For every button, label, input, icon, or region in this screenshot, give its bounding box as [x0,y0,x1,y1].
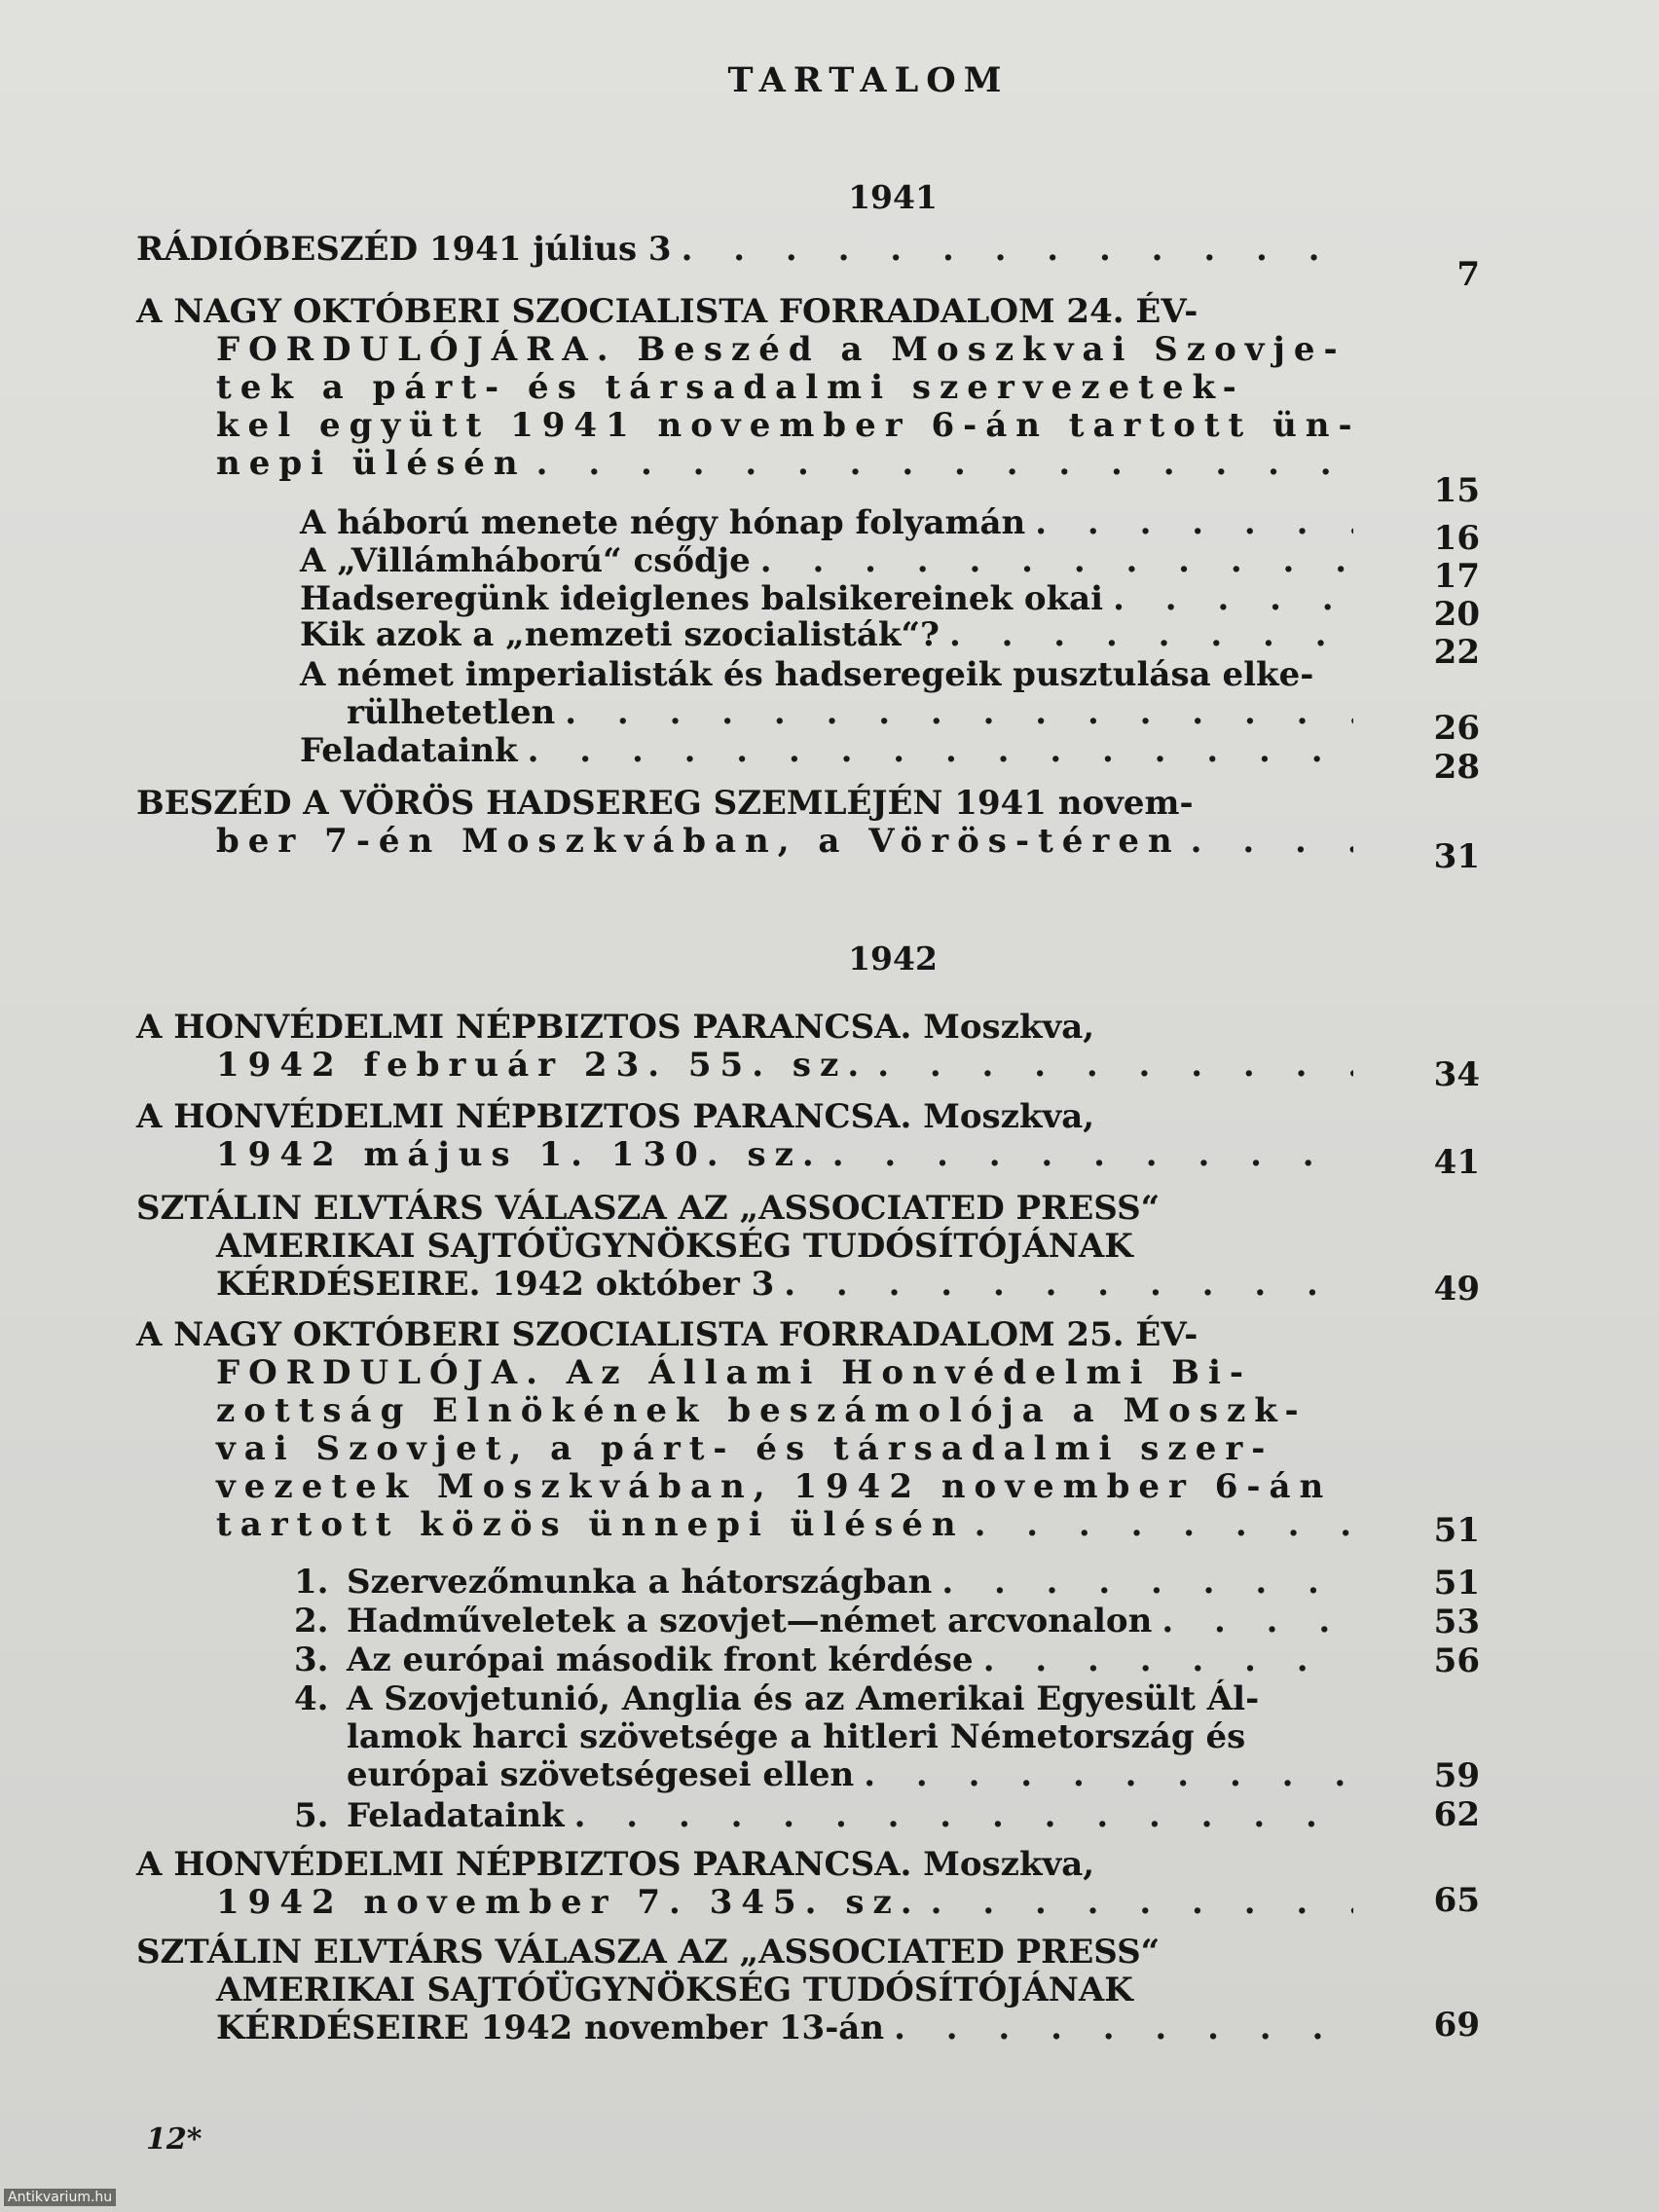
entry-line [136,1190,1363,1228]
year-heading-1941: 1941 [848,178,938,216]
toc-subentry [300,504,1363,542]
page-number: 26 [1433,709,1480,748]
toc-subentry [294,1564,1357,1602]
sub-line [300,656,1363,694]
page-number: 17 [1433,557,1480,596]
page-number: 69 [1433,2006,1480,2045]
entry-line [136,1846,1363,1884]
entry-line [136,1934,1363,1972]
entry-text: ber 7-én Moszkvában, a Vörös-téren [216,822,1181,861]
entry-text: A NAGY OKTÓBERI SZOCIALISTA FORRADALOM 24. ÉV- [136,292,1198,331]
sub-line [300,616,1363,654]
page-number: 20 [1433,595,1480,634]
dot-leader [877,1047,1353,1085]
toc-subentry [294,1603,1357,1641]
entry-text: RÁDIÓBESZÉD 1941 július 3 [136,230,672,269]
page-number: 49 [1433,1270,1480,1309]
entry-text: A NAGY OKTÓBERI SZOCIALISTA FORRADALOM 25. ÉV- [136,1315,1198,1354]
page-number: 31 [1433,837,1480,876]
subentry-text: A Szovjetunió, Anglia és az Amerikai Egyesült Ál- [347,1679,1260,1718]
dot-leader [941,1564,1347,1602]
subentry-text: A „Villámháború“ csődje [300,541,751,580]
toc-subentry [300,732,1363,770]
entry-text: vezetek Moszkvában, 1942 november 6-án [216,1467,1333,1506]
page-number: 28 [1433,748,1480,787]
subentry-text: A háború menete négy hónap folyamán [300,503,1026,542]
entry-text: tartott közös ünnepi ülésén [216,1505,965,1544]
toc-entry [136,1009,1363,1085]
subentry-number: 5. [294,1796,329,1835]
year-heading-1942: 1942 [848,940,938,977]
sub-line [294,1797,1357,1835]
dot-leader [565,694,1353,732]
entry-line [136,785,1363,823]
entry-text: 1942 február 23. 55. sz. [216,1046,868,1085]
dot-leader [975,1506,1353,1544]
dot-leader [832,1136,1353,1174]
toc-entry [136,1316,1363,1544]
entry-text: SZTÁLIN ELVTÁRS VÁLASZA AZ „ASSOCIATED PRESS“ [136,1189,1161,1228]
sub-line [294,1641,1357,1679]
dot-leader [894,2009,1353,2047]
page-number: 15 [1433,471,1480,510]
entry-text: AMERIKAI SAJTÓÜGYNÖKSÉG TUDÓSÍTÓJÁNAK [216,1227,1133,1266]
page-number: 65 [1433,1881,1480,1920]
entry-line [136,1354,1363,1392]
dot-leader [760,542,1353,580]
dot-leader [1113,580,1353,618]
entry-line [136,1506,1363,1544]
entry-text: FORDULÓJÁRA. Beszéd a Moszkvai Szovje- [216,330,1346,369]
entry-text: A HONVÉDELMI NÉPBIZTOS PARANCSA. Moszkva, [136,1097,1095,1136]
entry-line [136,331,1363,369]
page-number: 41 [1433,1143,1480,1182]
page-number: 22 [1433,633,1480,672]
entry-line [136,1228,1363,1266]
entry-line [136,1972,1363,2009]
subentry-text: Hadseregünk ideiglenes balsikereinek okai [300,579,1104,618]
subentry-text: európai szövetségesei ellen [347,1755,855,1794]
subentry-text: Feladataink [347,1796,565,1835]
entry-line [136,1266,1363,1304]
toc-entry [136,1098,1363,1174]
subentry-number: 4. [294,1679,329,1718]
dot-leader [682,231,1353,269]
signature-mark: 12* [146,2122,203,2157]
subentry-number: 2. [294,1602,329,1641]
page-number: 56 [1433,1641,1480,1680]
page-number: 16 [1433,519,1480,558]
toc-entry [136,1190,1363,1304]
dot-leader [1035,504,1353,542]
entry-line [136,1009,1363,1047]
sub-line [294,1564,1357,1602]
sub-line [294,1603,1357,1641]
dot-leader [574,1797,1347,1835]
dot-leader [931,1884,1353,1922]
subentry-text: Kik azok a „nemzeti szocialisták“? [300,615,940,654]
page-number: 51 [1433,1511,1480,1550]
entry-line [136,1136,1363,1174]
entry-line [136,369,1363,407]
entry-text: KÉRDÉSEIRE. 1942 október 3 [216,1265,775,1304]
entry-text: vai Szovjet, a párt- és társadalmi szer- [216,1429,1274,1468]
entry-text: BESZÉD A VÖRÖS HADSEREG SZEMLÉJÉN 1941 novem- [136,784,1194,823]
dot-leader [949,616,1353,654]
toc-subentry [294,1797,1357,1835]
sub-line [294,1756,1357,1794]
dot-leader [1161,1603,1347,1641]
subentry-number: 1. [294,1563,329,1602]
subentry-text: Feladataink [300,731,518,770]
entry-text: kel együtt 1941 november 6-án tartott ün- [216,406,1361,445]
entry-line [136,1468,1363,1506]
toc-subentry [294,1680,1357,1794]
entry-text: zottság Elnökének beszámolója a Moszk- [216,1391,1308,1430]
watermark: Antikvarium.hu [4,2189,116,2206]
entry-text: tek a párt- és társadalmi szervezetek- [216,368,1245,407]
entry-text: A HONVÉDELMI NÉPBIZTOS PARANCSA. Moszkva, [136,1845,1095,1884]
toc-subentry [294,1641,1357,1679]
sub-line [294,1680,1357,1718]
toc-entry [136,785,1363,861]
toc-entry [136,293,1363,483]
entry-line [136,1430,1363,1468]
subentry-text: lamok harci szövetsége a hitleri Németország és [347,1717,1246,1756]
sub-line [300,580,1363,618]
entry-text: nepi ülésén [216,444,527,483]
entry-text: AMERIKAI SAJTÓÜGYNÖKSÉG TUDÓSÍTÓJÁNAK [216,1971,1133,2009]
entry-text: KÉRDÉSEIRE 1942 november 13-án [216,2009,885,2047]
subentry-number: 3. [294,1641,329,1679]
sub-line [300,504,1363,542]
entry-line [136,2009,1363,2047]
entry-line [136,1884,1363,1922]
entry-text: A HONVÉDELMI NÉPBIZTOS PARANCSA. Moszkva, [136,1008,1095,1047]
page-number: 59 [1433,1756,1480,1795]
toc-subentry [300,580,1363,618]
entry-line [136,1392,1363,1430]
entry-line [136,445,1363,483]
page-number: 53 [1433,1603,1480,1641]
subentry-text: A német imperialisták és hadseregeik pusztulása elke- [300,655,1314,694]
entry-line [136,1047,1363,1085]
entry-text: 1942 november 7. 345. sz. [216,1883,921,1922]
page-title: TARTALOM [727,60,1010,100]
entry-text: SZTÁLIN ELVTÁRS VÁLASZA AZ „ASSOCIATED PRESS“ [136,1933,1161,1972]
dot-leader [528,732,1353,770]
toc-subentry [300,542,1363,580]
toc-entry [136,231,1363,269]
dot-leader [1191,823,1353,861]
entry-line [136,407,1363,445]
entry-text: 1942 május 1. 130. sz. [216,1135,823,1174]
subentry-text: Hadműveletek a szovjet—német arcvonalon [347,1602,1153,1641]
entry-text: FORDULÓJA. Az Állami Honvédelmi Bi- [216,1353,1253,1392]
dot-leader [864,1756,1347,1794]
page-number: 62 [1433,1795,1480,1834]
sub-line [300,542,1363,580]
entry-line [136,823,1363,861]
sub-line [300,694,1363,732]
dot-leader [536,445,1353,483]
subentry-text: rülhetetlen [347,693,556,732]
entry-line [136,231,1363,269]
dot-leader [983,1641,1347,1679]
page-number: 34 [1433,1055,1480,1094]
dot-leader [784,1266,1353,1304]
toc-entry [136,1846,1363,1922]
toc-entry [136,1934,1363,2047]
sub-line [300,732,1363,770]
page-number: 7 [1456,255,1480,294]
entry-line [136,293,1363,331]
subentry-text: Szervezőmunka a hátországban [347,1563,933,1602]
toc-subentry [300,616,1363,654]
toc-subentry [300,656,1363,732]
entry-line [136,1098,1363,1136]
entry-line [136,1316,1363,1354]
page-number: 51 [1433,1564,1480,1603]
subentry-text: Az európai második front kérdése [347,1641,974,1679]
sub-line [294,1718,1357,1756]
